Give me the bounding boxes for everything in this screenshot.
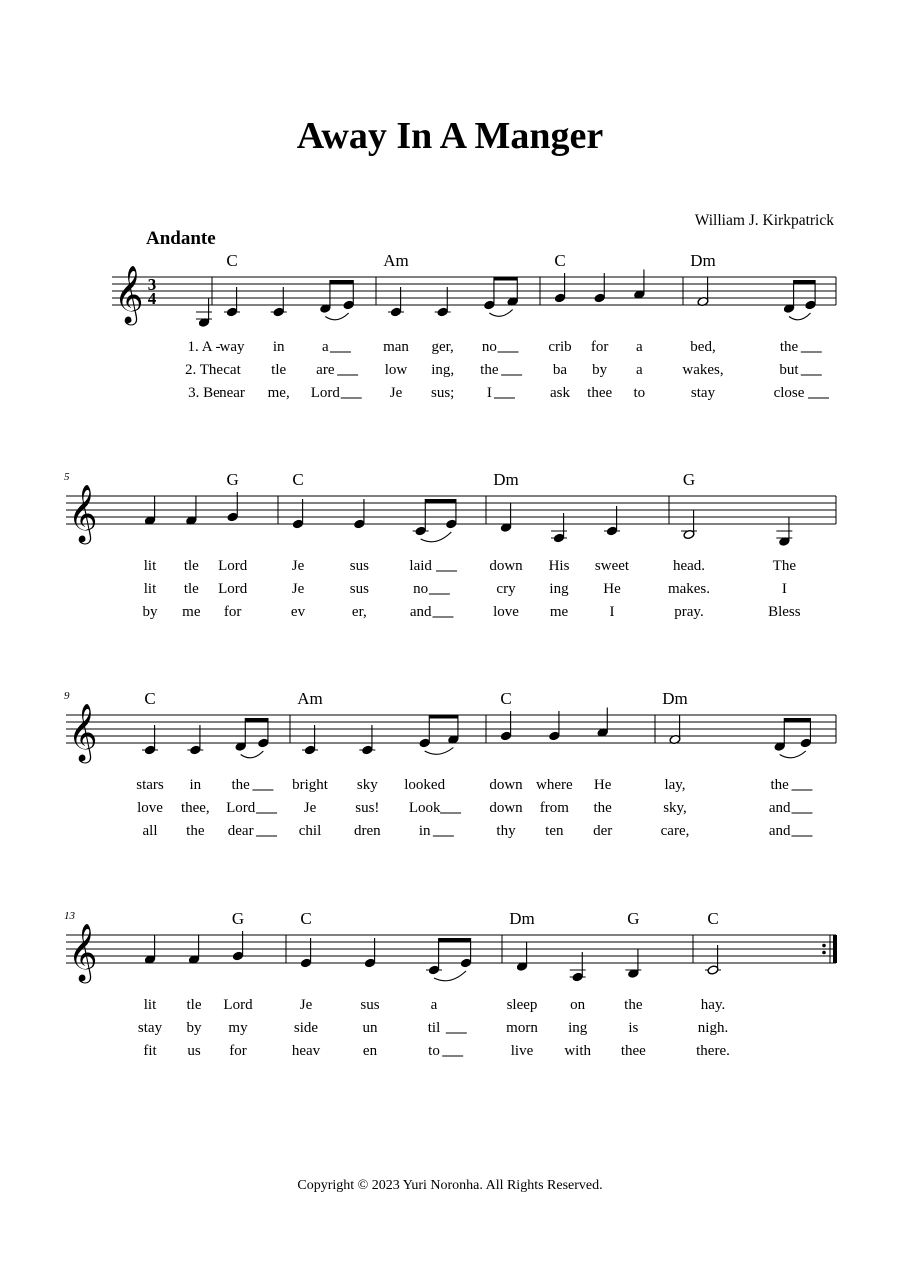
slur — [425, 748, 454, 755]
lyric-syllable: der — [593, 823, 613, 839]
slur — [489, 310, 512, 317]
treble-clef-icon: 𝄞 — [114, 266, 144, 322]
lyric-syllable: head. — [672, 558, 706, 574]
measure-number: 13 — [64, 910, 75, 922]
lyric-syllable: dear — [227, 823, 254, 839]
beam — [425, 499, 456, 503]
lyric-syllable: sus — [349, 581, 369, 597]
lyric-syllable: me, — [267, 385, 290, 401]
lyric-syllable: low — [384, 362, 408, 378]
chord-symbol: G — [627, 909, 640, 928]
lyric-syllable: Lord — [223, 997, 253, 1013]
lyric-syllable: and — [409, 604, 432, 620]
lyric-syllable: down — [489, 558, 523, 574]
chord-symbol: C — [292, 470, 304, 489]
lyric-syllable: Look — [408, 800, 441, 816]
chord-symbol: C — [300, 909, 312, 928]
chord-symbol: C — [144, 689, 156, 708]
chord-symbol: C — [554, 251, 566, 270]
lyric-syllable: man — [383, 339, 409, 355]
lyric-syllable: but — [779, 362, 799, 378]
lyric-syllable: crib — [548, 339, 572, 355]
beam — [494, 277, 517, 281]
beam — [245, 718, 268, 722]
lyric-syllable: to — [633, 385, 646, 401]
chord-symbol: Am — [297, 689, 323, 708]
lyric-syllable: on — [570, 997, 586, 1013]
lyric-syllable: and — [768, 800, 791, 816]
lyric-syllable: live — [510, 1043, 534, 1059]
lyric-syllable: love — [137, 800, 163, 816]
lyric-syllable: Lord — [218, 558, 248, 574]
lyric-syllable: thee, — [180, 800, 210, 816]
chord-symbol: Dm — [509, 909, 535, 928]
staff-system — [64, 909, 837, 1059]
lyric-syllable: tle — [183, 581, 199, 597]
lyric-syllable: Lord — [226, 800, 256, 816]
lyric-syllable: me — [182, 604, 201, 620]
lyric-syllable: sus! — [355, 800, 380, 816]
slur — [434, 971, 466, 981]
lyric-syllable: to — [428, 1043, 440, 1059]
composer-credit: William J. Kirkpatrick — [694, 212, 834, 229]
lyric-syllable: in — [272, 339, 285, 355]
beam — [439, 938, 471, 942]
lyric-syllable: I — [486, 385, 492, 401]
lyric-syllable: laid — [409, 558, 432, 574]
lyric-syllable: er, — [351, 604, 367, 620]
repeat-dot — [822, 944, 826, 948]
lyric-syllable: heav — [291, 1043, 321, 1059]
lyric-syllable: down — [489, 800, 523, 816]
lyric-syllable: lay, — [664, 777, 686, 793]
lyric-syllable: Je — [303, 800, 317, 816]
lyric-syllable: by — [592, 362, 608, 378]
lyric-syllable: for — [590, 339, 609, 355]
slur — [241, 751, 264, 758]
lyric-syllable: there. — [696, 1043, 730, 1059]
lyric-syllable: a — [430, 997, 438, 1013]
beam — [330, 280, 353, 284]
tempo-marking: Andante — [146, 228, 216, 249]
lyric-syllable: sus — [349, 558, 369, 574]
lyric-syllable: hay. — [700, 997, 726, 1013]
lyric-syllable: sus — [360, 997, 380, 1013]
chord-symbol: Am — [383, 251, 409, 270]
lyric-syllable: ev — [290, 604, 306, 620]
lyric-syllable: the — [480, 362, 499, 378]
lyric-syllable: no — [413, 581, 429, 597]
lyric-syllable: He — [593, 777, 612, 793]
lyric-syllable: thee — [620, 1043, 646, 1059]
lyric-syllable: the — [624, 997, 643, 1013]
lyric-syllable: bright — [292, 777, 328, 793]
lyric-syllable: til — [427, 1020, 441, 1036]
lyric-syllable: love — [493, 604, 519, 620]
lyric-syllable: by — [186, 1020, 202, 1036]
beam — [794, 280, 816, 284]
lyric-syllable: tle — [186, 997, 202, 1013]
lyric-syllable: ba — [552, 362, 568, 378]
lyric-syllable: ten — [545, 823, 564, 839]
lyric-syllable: ing — [549, 581, 569, 597]
chord-symbol: G — [231, 909, 245, 928]
lyric-syllable: makes. — [667, 581, 711, 597]
lyric-syllable: morn — [506, 1020, 538, 1036]
lyric-syllable: Je — [291, 581, 305, 597]
lyric-syllable: ger, — [431, 339, 454, 355]
lyric-syllable: way — [219, 339, 245, 355]
staff-system — [64, 470, 836, 620]
chord-symbol: G — [682, 470, 696, 489]
lyric-syllable: ing, — [431, 362, 455, 378]
lyric-syllable: sleep — [506, 997, 538, 1013]
page-title: Away In A Manger — [296, 115, 604, 157]
lyric-syllable: The — [772, 558, 796, 574]
treble-clef-icon: 𝄞 — [68, 704, 98, 760]
lyric-syllable: the — [186, 823, 205, 839]
lyric-syllable: from — [539, 800, 569, 816]
lyric-syllable: cry — [496, 581, 516, 597]
lyric-syllable: stay — [690, 385, 716, 401]
lyric-syllable: sweet — [594, 558, 630, 574]
lyric-syllable: 3. Be — [188, 385, 220, 401]
lyric-syllable: ask — [550, 385, 570, 401]
lyric-syllable: care, — [660, 823, 690, 839]
lyric-syllable: lit — [143, 581, 157, 597]
lyric-syllable: ing — [568, 1020, 588, 1036]
lyric-syllable: the — [779, 339, 799, 355]
lyric-syllable: for — [223, 604, 242, 620]
lyric-syllable: in — [418, 823, 431, 839]
staff-system — [112, 251, 836, 401]
lyric-syllable: pray. — [674, 604, 704, 620]
lyric-syllable: stay — [137, 1020, 163, 1036]
lyric-syllable: His — [548, 558, 570, 574]
lyric-syllable: all — [142, 823, 158, 839]
lyric-syllable: the — [593, 800, 612, 816]
chord-symbol: C — [500, 689, 512, 708]
lyric-syllable: Je — [389, 385, 403, 401]
copyright-notice: Copyright © 2023 Yuri Noronha. All Rights Reserved. — [297, 1178, 603, 1193]
lyric-syllable: bed, — [690, 339, 716, 355]
lyric-syllable: thy — [496, 823, 516, 839]
slur — [780, 751, 806, 758]
lyric-syllable: for — [229, 1043, 247, 1059]
lyric-syllable: He — [603, 581, 621, 597]
staff-system — [64, 689, 836, 839]
lyric-syllable: Je — [299, 997, 313, 1013]
lyric-syllable: Je — [291, 558, 305, 574]
treble-clef-icon: 𝄞 — [68, 924, 98, 980]
time-signature-top: 3 — [147, 275, 157, 294]
lyric-syllable: tle — [183, 558, 199, 574]
lyric-syllable: a — [321, 339, 329, 355]
lyric-syllable: are — [316, 362, 335, 378]
beam — [429, 715, 458, 719]
lyric-syllable: sus; — [430, 385, 455, 401]
lyric-syllable: me — [549, 604, 569, 620]
chord-symbol: C — [226, 251, 238, 270]
lyric-syllable: looked — [404, 777, 446, 793]
lyric-syllable: my — [228, 1020, 248, 1036]
lyric-syllable: Lord — [310, 385, 340, 401]
lyric-syllable: the — [231, 777, 250, 793]
lyric-syllable: where — [536, 777, 573, 793]
lyric-syllable: and — [768, 823, 791, 839]
lyric-syllable: is — [628, 1020, 639, 1036]
chord-symbol: Dm — [662, 689, 688, 708]
lyric-syllable: a — [635, 362, 643, 378]
lyric-syllable: us — [187, 1043, 201, 1059]
lyric-syllable: near — [219, 385, 245, 401]
lyric-syllable: chil — [298, 823, 322, 839]
treble-clef-icon: 𝄞 — [68, 485, 98, 541]
lyric-syllable: dren — [354, 823, 381, 839]
lyric-syllable: sky — [356, 777, 378, 793]
lyric-syllable: tle — [271, 362, 287, 378]
lyric-syllable: sky, — [663, 800, 687, 816]
slur — [325, 313, 348, 320]
beam — [784, 718, 810, 722]
lyric-syllable: wakes, — [682, 362, 724, 378]
lyric-syllable: Bless — [768, 604, 801, 620]
lyric-syllable: lit — [143, 558, 157, 574]
lyric-syllable: stars — [136, 777, 164, 793]
lyric-syllable: en — [362, 1043, 378, 1059]
lyric-syllable: un — [362, 1020, 378, 1036]
lyric-syllable: by — [142, 604, 158, 620]
lyric-syllable: with — [564, 1043, 592, 1059]
lyric-syllable: no — [481, 339, 497, 355]
measure-number: 9 — [64, 690, 70, 702]
lyric-syllable: in — [189, 777, 202, 793]
lyric-syllable: down — [489, 777, 523, 793]
lyric-syllable: 1. A - — [187, 339, 221, 355]
lyric-syllable: 2. The — [184, 362, 224, 378]
lyric-syllable: nigh. — [697, 1020, 729, 1036]
lyric-syllable: fit — [143, 1043, 157, 1059]
lyric-syllable: thee — [587, 385, 613, 401]
chord-symbol: G — [226, 470, 239, 489]
lyric-syllable: close — [773, 385, 805, 401]
lyric-syllable: Lord — [218, 581, 248, 597]
lyric-syllable: I — [781, 581, 787, 597]
lyric-syllable: I — [609, 604, 615, 620]
measure-number: 5 — [64, 471, 70, 483]
slur — [421, 532, 452, 542]
lyric-syllable: lit — [143, 997, 157, 1013]
final-barline — [833, 935, 837, 963]
lyric-syllable: cat — [223, 362, 241, 378]
slur — [789, 313, 811, 320]
lyric-syllable: a — [635, 339, 643, 355]
lyric-syllable: the — [770, 777, 789, 793]
time-signature-bottom: 4 — [147, 289, 157, 308]
lyric-syllable: side — [293, 1020, 319, 1036]
repeat-dot — [822, 951, 826, 955]
chord-symbol: Dm — [493, 470, 519, 489]
chord-symbol: C — [707, 909, 719, 928]
chord-symbol: Dm — [690, 251, 716, 270]
